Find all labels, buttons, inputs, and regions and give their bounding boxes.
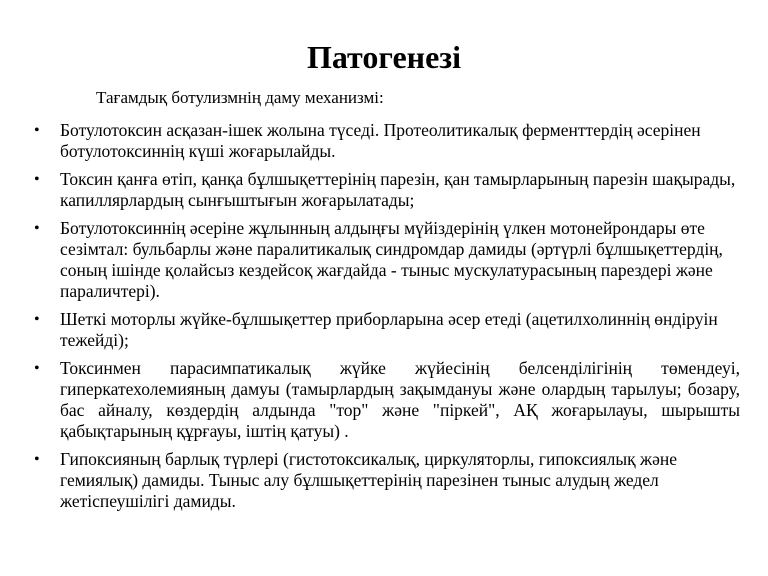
bullet-dot-icon: •: [34, 451, 40, 468]
bullet-item: [34, 309, 740, 351]
bullet-text: Токсинмен парасимпатикалық жүйке жүйесінің белсенділігінің төмендеуі, гиперкатехолемияның дамуы (тамырлардың зақымдануы және олардың тарылуы; бозару, бас айналу, көздердің алдында "тор" және "піркей", АҚ жоғарылауы, шырышты қабықтарының құрғауы, іштің қатуы) .: [60, 358, 740, 441]
bullet-dot-icon: •: [34, 171, 40, 188]
bullet-item: [34, 120, 740, 162]
bullet-dot-icon: •: [34, 311, 40, 328]
bullet-item: [34, 169, 740, 211]
bullet-item: [34, 218, 740, 302]
bullet-list: [34, 120, 740, 519]
slide-subtitle: Тағамдық ботулизмнің даму механизмі:: [96, 88, 384, 107]
bullet-dot-icon: •: [34, 360, 40, 377]
bullet-text: Шеткі моторлы жүйке-бұлшықеттер приборларына әсер етеді (ацетилхолиннің өндіруін тежейді);: [60, 309, 718, 350]
bullet-item: [34, 358, 740, 442]
bullet-dot-icon: •: [34, 220, 40, 237]
bullet-text: Ботулотоксин асқазан-ішек жолына түседі. Протеолитикалық ферменттердің әсерінен ботулотоксиннің күші жоғарылайды.: [60, 120, 701, 161]
bullet-text: Гипоксияның барлық түрлері (гистотоксикалық, циркуляторлы, гипоксиялық және гемиялық) дамиды. Тыныс алу бұлшықеттерінің парезінен тыныс алудың жедел жетіспеушілігі дамиды.: [60, 449, 678, 511]
slide-title: Патогенезі: [306, 39, 462, 75]
bullet-dot-icon: •: [34, 122, 40, 139]
bullet-item: [34, 449, 740, 512]
bullet-text: Ботулотоксиннің әсеріне жұлынның алдыңғы мүйіздерінің үлкен мотонейрондары өте сезімтал: бульбарлы және паралитикалық синдромдар дамиды (әртүрлі бұлшықеттердің, соның ішінде қолайсыз кездейсоқ жағдайда - тыныс мускулатурасының парездері және параличтері).: [60, 218, 723, 301]
bullet-text: Токсин қанға өтіп, қанқа бұлшықеттерінің парезін, қан тамырларының парезін шақырады, капиллярлардың сынғыштығын жоғарылатады;: [60, 169, 736, 210]
